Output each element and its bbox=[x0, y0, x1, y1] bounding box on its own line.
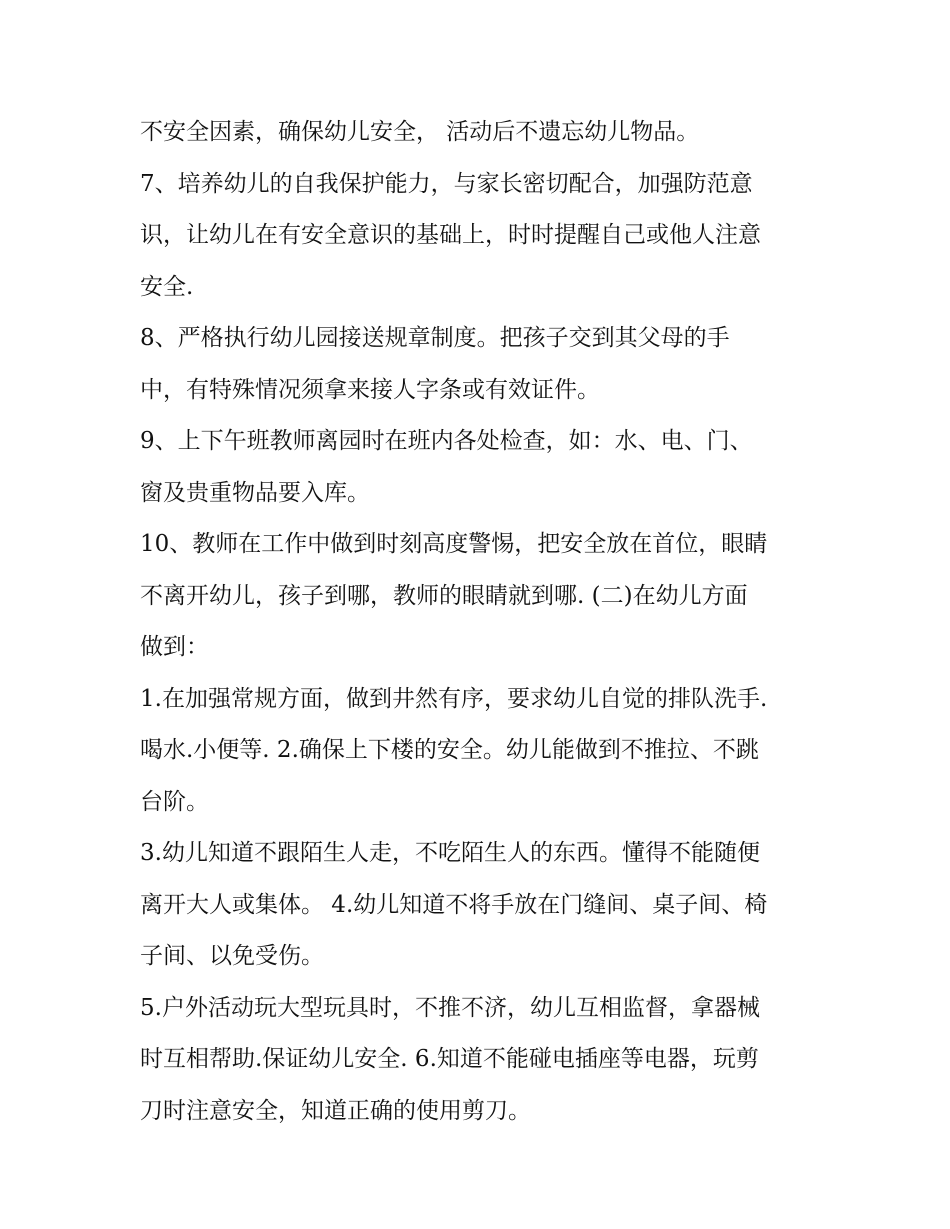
text-line-18: 5.户外活动玩大型玩具时，不推不济，幼儿互相监督，拿器械 bbox=[140, 994, 760, 1021]
text-line-10: 不离开幼儿，孩子到哪，教师的眼睛就到哪. (二)在幼儿方面 bbox=[140, 582, 748, 609]
text-line-13: 喝水.小便等. 2.确保上下楼的安全。幼儿能做到不推拉、不跳 bbox=[140, 737, 759, 763]
text-line-16: 离开大人或集体。 4.幼儿知道不将手放在门缝间、桌子间、椅 bbox=[140, 891, 768, 918]
document-body bbox=[140, 107, 830, 1137]
text-line-1: 不安全因素，确保幼儿安全， 活动后不遗忘幼儿物品。 bbox=[140, 119, 700, 145]
text-line-9: 10、教师在工作中做到时刻高度警惕，把安全放在首位，眼睛 bbox=[140, 531, 768, 557]
text-line-4: 安全. bbox=[140, 273, 194, 300]
text-line-6: 中，有特殊情况须拿来接人字条或有效证件。 bbox=[140, 376, 600, 403]
text-line-19: 时互相帮助.保证幼儿安全. 6.知道不能碰电插座等电器，玩剪 bbox=[140, 1046, 759, 1072]
text-line-2: 7、培养幼儿的自我保护能力，与家长密切配合，加强防范意 bbox=[140, 170, 753, 197]
text-line-5: 8、严格执行幼儿园接送规章制度。把孩子交到其父母的手 bbox=[140, 325, 730, 351]
text-line-12: 1.在加强常规方面，做到井然有序，要求幼儿自觉的排队洗手. bbox=[140, 685, 768, 712]
text-line-14: 台阶。 bbox=[140, 788, 209, 815]
text-line-3: 识，让幼儿在有安全意识的基础上，时时提醒自己或他人注意 bbox=[140, 222, 761, 248]
text-line-15: 3.幼儿知道不跟陌生人走，不吃陌生人的东西。懂得不能随便 bbox=[140, 840, 760, 866]
text-line-17: 子间、以免受伤。 bbox=[140, 943, 324, 969]
text-line-11: 做到： bbox=[140, 634, 209, 660]
text-line-20: 刀时注意安全，知道正确的使用剪刀。 bbox=[140, 1097, 531, 1124]
text-line-7: 9、上下午班教师离园时在班内各处检查，如：水、电、门、 bbox=[140, 428, 753, 454]
text-line-8: 窗及贵重物品要入库。 bbox=[140, 479, 370, 506]
